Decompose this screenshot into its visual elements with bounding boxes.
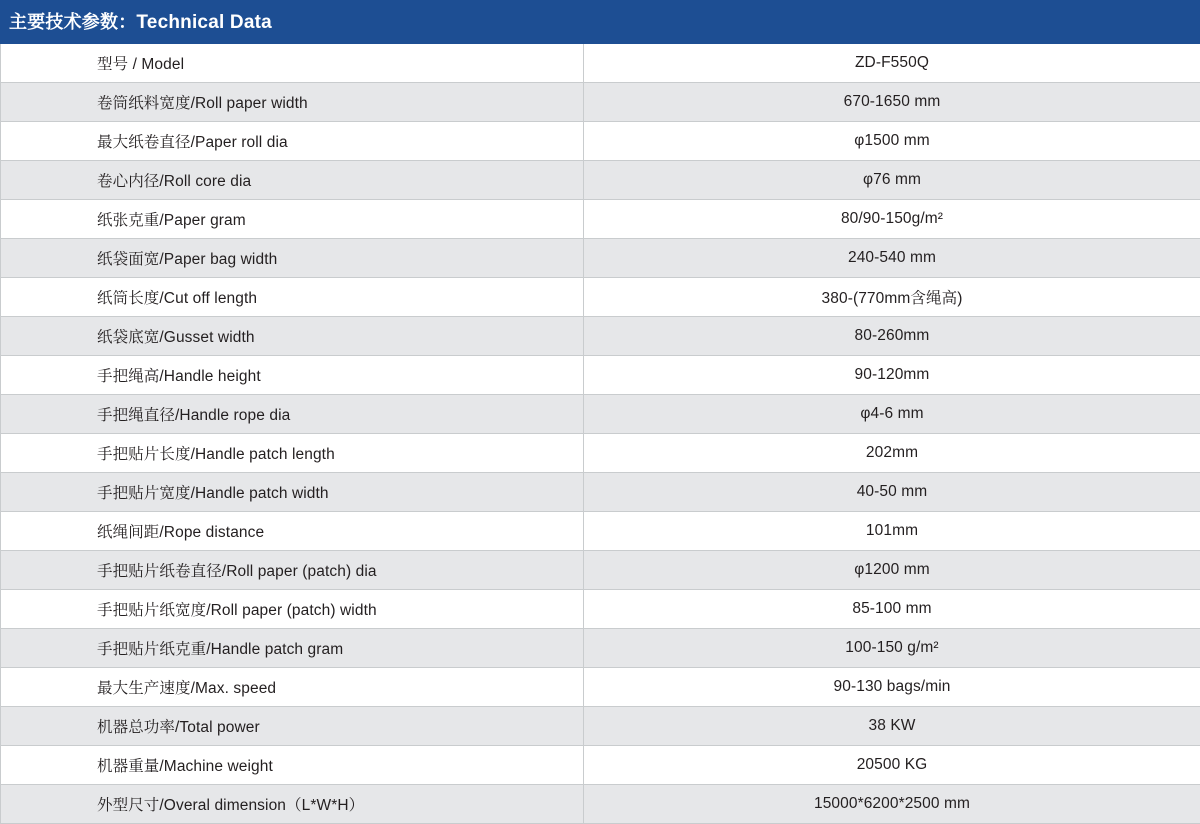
spec-value-cell: 670-1650 mm (584, 83, 1200, 122)
spec-value-cell: 38 KW (584, 707, 1200, 746)
spec-value-cell: 380-(770mm含绳高) (584, 278, 1200, 317)
table-row (1, 668, 1200, 707)
spec-label-cell: 最大纸卷直径/Paper roll dia (1, 122, 584, 161)
spec-label-cell: 纸绳间距/Rope distance (1, 512, 584, 551)
spec-label-cell: 手把贴片长度/Handle patch length (1, 434, 584, 473)
table-row (1, 356, 1200, 395)
table-title-cn: 主要技术参数： (9, 12, 136, 32)
spec-label-cell: 手把贴片纸宽度/Roll paper (patch) width (1, 590, 584, 629)
spec-label-cell: 纸张克重/Paper gram (1, 200, 584, 239)
spec-value-cell: ZD-F550Q (584, 44, 1200, 83)
spec-label-cell: 手把贴片纸克重/Handle patch gram (1, 629, 584, 668)
spec-label-cell: 卷筒纸料宽度/Roll paper width (1, 83, 584, 122)
spec-label-cell: 机器总功率/Total power (1, 707, 584, 746)
spec-value-cell: 20500 KG (584, 746, 1200, 785)
table-row (1, 707, 1200, 746)
spec-value-cell: 90-130 bags/min (584, 668, 1200, 707)
spec-label-cell: 机器重量/Machine weight (1, 746, 584, 785)
table-row (1, 44, 1200, 83)
spec-value-cell: 90-120mm (584, 356, 1200, 395)
table-row (1, 122, 1200, 161)
table-header-row (1, 1, 1200, 44)
spec-label-cell: 纸袋底宽/Gusset width (1, 317, 584, 356)
spec-value-cell: 40-50 mm (584, 473, 1200, 512)
spec-value-cell: 85-100 mm (584, 590, 1200, 629)
spec-value-cell: φ1200 mm (584, 551, 1200, 590)
spec-label-cell: 外型尺寸/Overal dimension（L*W*H） (1, 785, 584, 824)
table-row (1, 473, 1200, 512)
spec-value-cell: 240-540 mm (584, 239, 1200, 278)
spec-value-cell: 100-150 g/m² (584, 629, 1200, 668)
spec-label-cell: 卷心内径/Roll core dia (1, 161, 584, 200)
spec-label-cell: 最大生产速度/Max. speed (1, 668, 584, 707)
table-row (1, 434, 1200, 473)
spec-value-cell: 80-260mm (584, 317, 1200, 356)
table-row (1, 239, 1200, 278)
spec-value-cell: φ1500 mm (584, 122, 1200, 161)
table-row (1, 83, 1200, 122)
table-title (1, 1, 1200, 44)
spec-value-cell: 202mm (584, 434, 1200, 473)
table-row (1, 200, 1200, 239)
table-row (1, 512, 1200, 551)
spec-label-cell: 手把贴片纸卷直径/Roll paper (patch) dia (1, 551, 584, 590)
table-row (1, 278, 1200, 317)
spec-value-cell: 80/90-150g/m² (584, 200, 1200, 239)
table-body (1, 44, 1200, 824)
spec-value-cell: φ76 mm (584, 161, 1200, 200)
table-title-en: Technical Data (136, 12, 272, 33)
spec-label-cell: 型号 / Model (1, 44, 584, 83)
spec-value-cell: 15000*6200*2500 mm (584, 785, 1200, 824)
spec-label-cell: 手把绳高/Handle height (1, 356, 584, 395)
spec-label-cell: 手把贴片宽度/Handle patch width (1, 473, 584, 512)
table-row (1, 746, 1200, 785)
spec-label-cell: 纸筒长度/Cut off length (1, 278, 584, 317)
table-row (1, 551, 1200, 590)
table-row (1, 161, 1200, 200)
spec-label-cell: 纸袋面宽/Paper bag width (1, 239, 584, 278)
table-row (1, 395, 1200, 434)
table-row (1, 629, 1200, 668)
spec-label-cell: 手把绳直径/Handle rope dia (1, 395, 584, 434)
spec-value-cell: 101mm (584, 512, 1200, 551)
spec-value-cell: φ4-6 mm (584, 395, 1200, 434)
table-row (1, 317, 1200, 356)
table-row (1, 590, 1200, 629)
table-row (1, 785, 1200, 824)
